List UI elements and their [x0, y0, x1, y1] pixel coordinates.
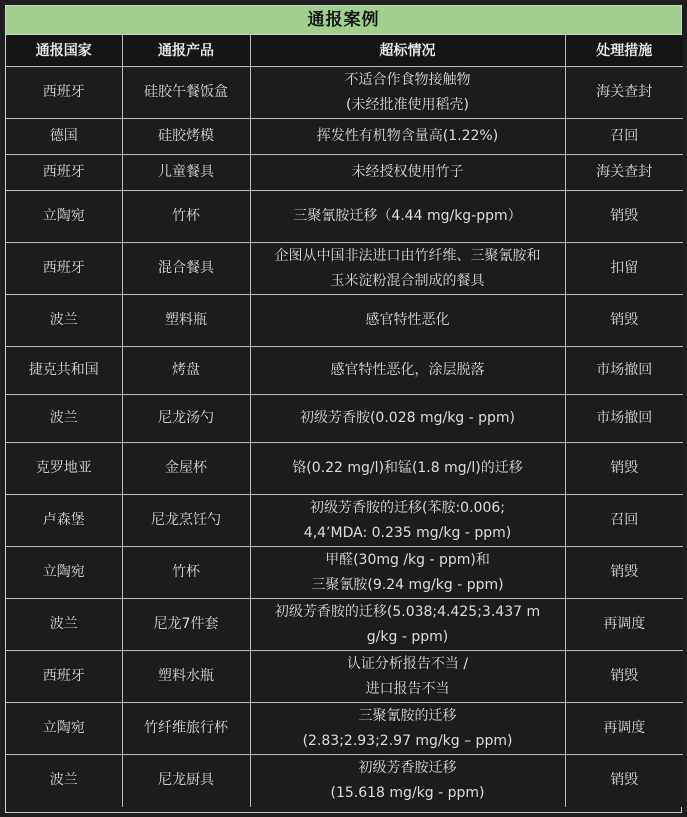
cell-action: 销毁	[565, 443, 683, 495]
cell-country: 西班牙	[6, 67, 122, 119]
cell-product: 硅胶午餐饭盒	[122, 67, 250, 119]
cell-issue	[250, 119, 565, 155]
issue-line: g/kg - ppm)	[366, 628, 449, 645]
header-issue: 超标情况	[250, 35, 565, 67]
cell-issue	[250, 547, 565, 599]
cell-issue	[250, 651, 565, 703]
cell-product: 尼龙厨具	[122, 755, 250, 807]
cell-country: 波兰	[6, 395, 122, 443]
table-row	[6, 243, 683, 295]
cell-action: 海关查封	[565, 67, 683, 119]
cell-product: 硅胶烤模	[122, 119, 250, 155]
cell-country: 立陶宛	[6, 547, 122, 599]
cell-product: 塑料瓶	[122, 295, 250, 347]
cell-action: 再调度	[565, 703, 683, 755]
cell-product: 尼龙7件套	[122, 599, 250, 651]
cell-product: 竹杯	[122, 547, 250, 599]
cell-country: 立陶宛	[6, 191, 122, 243]
table-row	[6, 755, 683, 807]
notification-cases-table-container	[5, 5, 682, 813]
issue-line: 初级芳香胺(0.028 mg/kg - ppm)	[299, 410, 516, 426]
cell-issue	[250, 599, 565, 651]
cell-country: 西班牙	[6, 243, 122, 295]
cell-action: 市场撤回	[565, 395, 683, 443]
cell-issue	[250, 495, 565, 547]
table-row	[6, 495, 683, 547]
cell-issue	[250, 295, 565, 347]
cell-country: 西班牙	[6, 651, 122, 703]
cell-action: 海关查封	[565, 155, 683, 191]
cell-product: 混合餐具	[122, 243, 250, 295]
cell-action: 扣留	[565, 243, 683, 295]
cell-product: 尼龙烹饪勺	[122, 495, 250, 547]
cell-issue	[250, 243, 565, 295]
issue-line: 三聚氰胺迁移（4.44 mg/kg-ppm）	[293, 208, 522, 224]
table-row	[6, 395, 683, 443]
cell-issue	[250, 755, 565, 807]
table-row	[6, 295, 683, 347]
table-body	[6, 67, 683, 807]
table-row	[6, 67, 683, 119]
cell-country: 波兰	[6, 295, 122, 347]
issue-line: 不适合作食物接触物	[344, 71, 471, 88]
issue-line: (15.618 mg/kg - ppm)	[330, 784, 485, 801]
issue-line: 认证分析报告不当 /	[346, 655, 469, 672]
issue-line: 玉米淀粉混合制成的餐具	[330, 272, 485, 289]
issue-line: (2.83;2.93;2.97 mg/kg – ppm)	[302, 732, 513, 749]
cell-product: 竹杯	[122, 191, 250, 243]
table-row	[6, 443, 683, 495]
table-row	[6, 547, 683, 599]
issue-line: 进口报告不当	[365, 680, 450, 697]
table-row	[6, 599, 683, 651]
cell-issue	[250, 155, 565, 191]
cell-action: 销毁	[565, 295, 683, 347]
table-row	[6, 703, 683, 755]
issue-line: 挥发性有机物含量高(1.22%)	[316, 128, 499, 144]
cell-issue	[250, 443, 565, 495]
header-row	[6, 35, 683, 67]
table-row	[6, 191, 683, 243]
cell-product: 尼龙汤勺	[122, 395, 250, 443]
table-row	[6, 155, 683, 191]
cell-country: 波兰	[6, 599, 122, 651]
issue-line: 三聚氰胺(9.24 mg/kg - ppm)	[311, 576, 504, 593]
cell-product: 烤盘	[122, 347, 250, 395]
issue-line: 甲醛(30mg /kg - ppm)和	[325, 551, 490, 568]
cell-issue	[250, 191, 565, 243]
issue-line: 4,4’MDA: 0.235 mg/kg - ppm)	[303, 524, 512, 541]
cell-issue	[250, 395, 565, 443]
cell-country: 德国	[6, 119, 122, 155]
cell-country: 克罗地亚	[6, 443, 122, 495]
table-row	[6, 651, 683, 703]
cell-product: 竹纤维旅行杯	[122, 703, 250, 755]
cell-issue	[250, 703, 565, 755]
cell-action: 再调度	[565, 599, 683, 651]
header-country: 通报国家	[6, 35, 122, 67]
issue-line: 初级芳香胺的迁移(5.038;4.425;3.437 m	[274, 603, 541, 620]
cell-action: 召回	[565, 119, 683, 155]
cell-product: 塑料水瓶	[122, 651, 250, 703]
issue-line: 初级芳香胺迁移	[358, 759, 457, 776]
cell-product: 金屋杯	[122, 443, 250, 495]
cell-issue	[250, 347, 565, 395]
cell-country: 捷克共和国	[6, 347, 122, 395]
cell-action: 销毁	[565, 651, 683, 703]
cell-action: 召回	[565, 495, 683, 547]
cell-action: 市场撤回	[565, 347, 683, 395]
table-row	[6, 347, 683, 395]
issue-line: 感官特性恶化，涂层脱落	[330, 362, 485, 378]
cell-action: 销毁	[565, 755, 683, 807]
cell-action: 销毁	[565, 547, 683, 599]
cell-product: 儿童餐具	[122, 155, 250, 191]
cell-country: 波兰	[6, 755, 122, 807]
cell-issue	[250, 67, 565, 119]
cell-country: 西班牙	[6, 155, 122, 191]
header-product: 通报产品	[122, 35, 250, 67]
issue-line: 感官特性恶化	[365, 312, 450, 328]
header-action: 处理措施	[565, 35, 683, 67]
issue-line: 铬(0.22 mg/l)和锰(1.8 mg/l)的迁移	[292, 460, 523, 476]
issue-line: 未经授权使用竹子	[351, 164, 464, 180]
table-row	[6, 119, 683, 155]
issue-line: (未经批准使用稻壳)	[346, 96, 469, 113]
cell-action: 销毁	[565, 191, 683, 243]
issue-line: 企图从中国非法进口由竹纤维、三聚氰胺和	[274, 247, 541, 264]
notification-cases-table	[6, 35, 683, 807]
cell-country: 卢森堡	[6, 495, 122, 547]
cell-country: 立陶宛	[6, 703, 122, 755]
issue-line: 初级芳香胺的迁移(苯胺:0.006;	[310, 499, 505, 516]
issue-line: 三聚氰胺的迁移	[358, 707, 457, 724]
table-title: 通报案例	[6, 6, 681, 35]
